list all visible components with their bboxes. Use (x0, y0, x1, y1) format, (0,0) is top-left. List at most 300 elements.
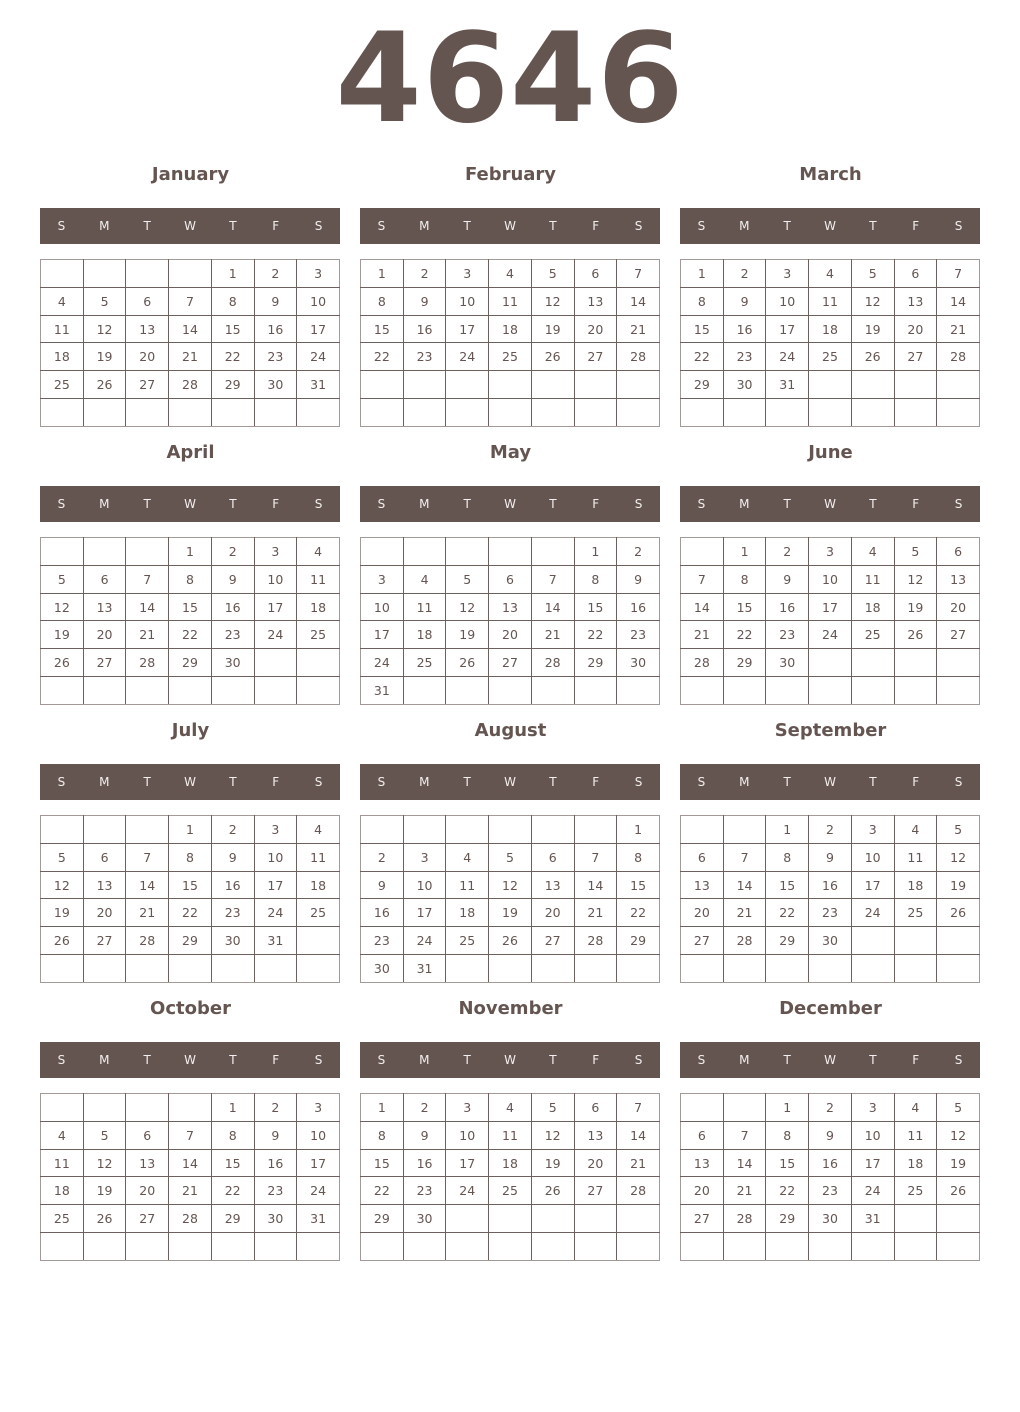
week-row (41, 816, 340, 844)
day-cell: 7 (617, 260, 660, 288)
day-cell: 18 (809, 315, 852, 343)
month-name: October (150, 998, 231, 1019)
day-cell: 11 (41, 315, 84, 343)
day-cell: 2 (403, 260, 446, 288)
day-cell: 29 (169, 649, 212, 677)
weekday-label: T (549, 775, 557, 789)
day-cell: 28 (574, 927, 617, 955)
day-cell: 14 (126, 871, 169, 899)
day-cell: 13 (894, 287, 937, 315)
day-cell (169, 399, 212, 427)
day-cell: 20 (574, 315, 617, 343)
day-cell: 29 (574, 649, 617, 677)
week-row (681, 287, 980, 315)
day-cell: 10 (297, 1121, 340, 1149)
weekday-label: S (954, 1053, 963, 1067)
weekday-label: T (463, 1053, 471, 1067)
day-cell (41, 955, 84, 983)
week-row (361, 1205, 660, 1233)
weekday-label: S (57, 775, 66, 789)
weekday-label: W (504, 497, 516, 511)
day-cell: 21 (937, 315, 980, 343)
weekday-label: M (419, 1053, 430, 1067)
week-row (361, 1121, 660, 1149)
day-cell: 26 (446, 649, 489, 677)
day-cell (851, 677, 894, 705)
day-cell (446, 1233, 489, 1261)
weekday-label: T (143, 775, 151, 789)
weekday-label: F (912, 497, 920, 511)
week-row (681, 955, 980, 983)
day-cell: 6 (894, 260, 937, 288)
day-cell: 18 (851, 593, 894, 621)
day-cell: 17 (446, 1149, 489, 1177)
week-row (681, 565, 980, 593)
week-row (41, 260, 340, 288)
week-row (41, 371, 340, 399)
week-row (41, 843, 340, 871)
week-row (681, 1121, 980, 1149)
day-cell: 6 (681, 843, 724, 871)
day-cell: 18 (894, 871, 937, 899)
day-cell (531, 677, 574, 705)
day-cell (403, 816, 446, 844)
day-cell: 9 (254, 1121, 297, 1149)
weekday-label: F (912, 219, 920, 233)
day-grid (360, 815, 660, 983)
week-row (41, 1149, 340, 1177)
day-cell: 16 (723, 315, 766, 343)
week-row (361, 538, 660, 566)
weekday-label: F (272, 219, 280, 233)
day-cell: 20 (937, 593, 980, 621)
day-cell (83, 538, 126, 566)
day-cell: 19 (446, 621, 489, 649)
weekday-header (40, 208, 340, 244)
day-cell: 27 (894, 343, 937, 371)
day-cell (403, 371, 446, 399)
day-cell: 19 (937, 1149, 980, 1177)
day-cell (403, 677, 446, 705)
day-cell: 1 (361, 1094, 404, 1122)
day-cell: 22 (723, 621, 766, 649)
day-cell: 5 (41, 843, 84, 871)
day-cell: 11 (41, 1149, 84, 1177)
day-cell: 22 (211, 1177, 254, 1205)
day-cell (403, 538, 446, 566)
day-cell: 29 (617, 927, 660, 955)
week-row (361, 871, 660, 899)
day-cell (894, 371, 937, 399)
day-cell: 25 (809, 343, 852, 371)
day-cell (489, 955, 532, 983)
day-cell (681, 1094, 724, 1122)
day-cell: 6 (681, 1121, 724, 1149)
weekday-label: T (463, 775, 471, 789)
day-cell: 5 (41, 565, 84, 593)
day-cell: 16 (361, 899, 404, 927)
day-cell: 25 (851, 621, 894, 649)
weekday-label: W (824, 497, 836, 511)
day-cell (297, 677, 340, 705)
day-cell (809, 371, 852, 399)
day-cell: 27 (681, 927, 724, 955)
day-cell: 1 (681, 260, 724, 288)
day-cell (489, 399, 532, 427)
day-cell: 30 (254, 371, 297, 399)
weekday-label: S (314, 1053, 323, 1067)
day-cell: 2 (211, 816, 254, 844)
day-cell (851, 649, 894, 677)
day-cell: 10 (297, 287, 340, 315)
weekday-label: W (504, 219, 516, 233)
day-cell (41, 677, 84, 705)
day-cell: 8 (211, 1121, 254, 1149)
week-row (681, 927, 980, 955)
day-cell: 29 (211, 371, 254, 399)
day-cell (403, 399, 446, 427)
day-cell: 31 (766, 371, 809, 399)
day-cell: 4 (41, 287, 84, 315)
week-row (681, 1177, 980, 1205)
day-cell: 16 (809, 871, 852, 899)
week-row (681, 260, 980, 288)
weekday-header (680, 208, 980, 244)
week-row (681, 1094, 980, 1122)
day-cell: 3 (361, 565, 404, 593)
day-cell (361, 538, 404, 566)
week-row (361, 315, 660, 343)
day-cell: 17 (254, 871, 297, 899)
day-cell (937, 1205, 980, 1233)
month-name: February (464, 164, 557, 185)
day-cell: 5 (83, 287, 126, 315)
day-cell: 27 (126, 371, 169, 399)
week-row (681, 843, 980, 871)
week-row (41, 621, 340, 649)
day-cell: 8 (574, 565, 617, 593)
day-cell: 26 (937, 1177, 980, 1205)
day-cell (809, 649, 852, 677)
weekday-label: M (739, 775, 750, 789)
day-cell (894, 677, 937, 705)
day-cell: 16 (403, 1149, 446, 1177)
day-cell: 13 (83, 871, 126, 899)
weekday-label: T (869, 497, 877, 511)
day-cell: 9 (403, 287, 446, 315)
day-cell: 7 (937, 260, 980, 288)
weekday-label: S (314, 219, 323, 233)
weekday-label: F (912, 1053, 920, 1067)
day-cell: 5 (894, 538, 937, 566)
day-cell: 10 (809, 565, 852, 593)
week-row (681, 1205, 980, 1233)
day-cell: 6 (574, 260, 617, 288)
day-cell (723, 399, 766, 427)
day-cell (41, 1094, 84, 1122)
day-cell: 3 (766, 260, 809, 288)
day-cell: 4 (894, 1094, 937, 1122)
day-cell: 18 (41, 1177, 84, 1205)
day-cell: 6 (83, 843, 126, 871)
day-cell (766, 677, 809, 705)
day-grid (40, 815, 340, 983)
day-cell: 8 (169, 843, 212, 871)
day-cell: 25 (489, 1177, 532, 1205)
day-cell: 9 (361, 871, 404, 899)
day-cell: 30 (361, 955, 404, 983)
day-grid (680, 815, 980, 983)
day-cell: 16 (403, 315, 446, 343)
day-cell (446, 399, 489, 427)
day-cell (617, 955, 660, 983)
day-cell (617, 677, 660, 705)
day-cell: 9 (254, 287, 297, 315)
weekday-label: M (99, 497, 110, 511)
day-cell: 4 (446, 843, 489, 871)
day-cell (531, 816, 574, 844)
day-cell (894, 927, 937, 955)
day-cell: 15 (169, 593, 212, 621)
weekday-label: T (143, 497, 151, 511)
day-cell: 24 (254, 899, 297, 927)
day-cell: 11 (446, 871, 489, 899)
day-cell: 18 (489, 1149, 532, 1177)
day-cell (211, 955, 254, 983)
day-cell: 1 (211, 260, 254, 288)
day-cell: 19 (83, 1177, 126, 1205)
day-cell: 12 (41, 593, 84, 621)
day-cell: 20 (489, 621, 532, 649)
week-row (361, 649, 660, 677)
day-grid (40, 259, 340, 427)
week-row (41, 927, 340, 955)
day-cell: 15 (211, 1149, 254, 1177)
day-cell (681, 399, 724, 427)
day-cell: 23 (723, 343, 766, 371)
day-cell: 30 (211, 927, 254, 955)
day-cell: 10 (766, 287, 809, 315)
day-cell: 12 (851, 287, 894, 315)
day-cell (489, 1233, 532, 1261)
day-cell: 3 (809, 538, 852, 566)
day-cell: 26 (531, 1177, 574, 1205)
day-cell: 1 (361, 260, 404, 288)
day-cell (681, 955, 724, 983)
day-cell (297, 1233, 340, 1261)
day-cell: 28 (681, 649, 724, 677)
weekday-header (360, 764, 660, 800)
day-cell: 28 (531, 649, 574, 677)
day-cell (169, 677, 212, 705)
day-cell: 2 (211, 538, 254, 566)
day-cell (617, 1233, 660, 1261)
day-cell: 8 (617, 843, 660, 871)
day-cell: 24 (297, 1177, 340, 1205)
day-cell (211, 399, 254, 427)
day-cell: 15 (211, 315, 254, 343)
day-cell: 20 (83, 621, 126, 649)
day-cell: 17 (403, 899, 446, 927)
day-cell (297, 955, 340, 983)
day-cell: 31 (297, 371, 340, 399)
weekday-label: T (549, 1053, 557, 1067)
day-cell: 23 (254, 343, 297, 371)
week-row (41, 677, 340, 705)
day-cell (574, 371, 617, 399)
week-row (41, 871, 340, 899)
weekday-label: M (739, 497, 750, 511)
week-row (41, 565, 340, 593)
day-cell: 24 (851, 1177, 894, 1205)
month-name: November (458, 998, 563, 1019)
week-row (681, 315, 980, 343)
week-row (681, 371, 980, 399)
day-cell (83, 955, 126, 983)
weekday-header (360, 486, 660, 522)
week-row (41, 649, 340, 677)
weekday-label: M (99, 775, 110, 789)
day-cell: 5 (531, 260, 574, 288)
day-cell (254, 955, 297, 983)
month-name: May (489, 442, 532, 463)
weekday-header (680, 764, 980, 800)
day-cell: 2 (254, 1094, 297, 1122)
day-cell: 9 (617, 565, 660, 593)
day-cell: 21 (723, 1177, 766, 1205)
weekday-label: M (419, 219, 430, 233)
day-cell: 5 (937, 816, 980, 844)
day-cell: 25 (297, 621, 340, 649)
day-cell (531, 399, 574, 427)
day-cell (723, 677, 766, 705)
day-cell: 26 (83, 371, 126, 399)
day-cell (531, 371, 574, 399)
day-grid (360, 1093, 660, 1261)
day-cell: 27 (489, 649, 532, 677)
day-cell: 12 (83, 1149, 126, 1177)
day-cell: 14 (937, 287, 980, 315)
weekday-label: S (634, 775, 643, 789)
day-cell (851, 927, 894, 955)
day-cell: 7 (574, 843, 617, 871)
weekday-label: M (739, 1053, 750, 1067)
day-cell: 19 (489, 899, 532, 927)
day-cell: 25 (41, 371, 84, 399)
weekday-label: T (229, 775, 237, 789)
day-cell: 27 (937, 621, 980, 649)
month-name: April (166, 442, 215, 463)
day-cell: 26 (937, 899, 980, 927)
day-cell: 5 (937, 1094, 980, 1122)
weekday-label: W (184, 1053, 196, 1067)
day-cell: 22 (361, 343, 404, 371)
day-cell (809, 1233, 852, 1261)
day-cell: 29 (766, 1205, 809, 1233)
day-cell: 14 (169, 1149, 212, 1177)
day-cell (41, 399, 84, 427)
day-cell: 21 (126, 899, 169, 927)
day-cell: 25 (403, 649, 446, 677)
day-cell: 28 (723, 927, 766, 955)
day-cell: 7 (126, 565, 169, 593)
day-cell: 5 (489, 843, 532, 871)
day-cell: 30 (617, 649, 660, 677)
day-cell: 2 (617, 538, 660, 566)
day-cell (809, 955, 852, 983)
day-cell (446, 1205, 489, 1233)
day-cell: 8 (723, 565, 766, 593)
week-row (361, 371, 660, 399)
day-cell: 10 (403, 871, 446, 899)
day-cell: 20 (574, 1149, 617, 1177)
day-cell: 12 (531, 287, 574, 315)
day-cell: 2 (766, 538, 809, 566)
day-cell: 3 (446, 260, 489, 288)
day-cell: 19 (937, 871, 980, 899)
day-cell: 23 (211, 621, 254, 649)
day-cell: 13 (574, 287, 617, 315)
day-cell (894, 649, 937, 677)
day-cell: 12 (894, 565, 937, 593)
day-cell: 31 (297, 1205, 340, 1233)
day-cell: 10 (446, 287, 489, 315)
day-cell: 8 (681, 287, 724, 315)
day-cell (681, 538, 724, 566)
month-name: March (799, 164, 862, 185)
day-cell: 23 (809, 899, 852, 927)
day-cell (446, 677, 489, 705)
day-cell: 27 (83, 927, 126, 955)
day-cell (937, 927, 980, 955)
week-row (361, 1233, 660, 1261)
day-cell: 17 (766, 315, 809, 343)
day-cell: 1 (723, 538, 766, 566)
weekday-label: W (504, 775, 516, 789)
day-cell: 13 (681, 1149, 724, 1177)
day-cell: 8 (169, 565, 212, 593)
day-cell: 23 (403, 1177, 446, 1205)
weekday-label: S (634, 1053, 643, 1067)
day-cell: 28 (126, 927, 169, 955)
day-cell (894, 399, 937, 427)
week-row (681, 399, 980, 427)
day-cell: 18 (446, 899, 489, 927)
day-cell: 31 (403, 955, 446, 983)
day-cell (851, 399, 894, 427)
day-cell: 15 (681, 315, 724, 343)
day-cell (766, 955, 809, 983)
day-cell: 14 (126, 593, 169, 621)
week-row (681, 816, 980, 844)
day-cell: 1 (169, 538, 212, 566)
day-cell: 1 (574, 538, 617, 566)
weekday-label: T (549, 497, 557, 511)
day-cell: 27 (574, 343, 617, 371)
week-row (361, 621, 660, 649)
week-row (361, 843, 660, 871)
week-row (361, 565, 660, 593)
day-cell (851, 955, 894, 983)
day-cell (574, 399, 617, 427)
weekday-label: S (954, 497, 963, 511)
day-cell: 24 (851, 899, 894, 927)
year-title: 4646 (335, 7, 685, 151)
day-cell (617, 1205, 660, 1233)
day-cell: 13 (937, 565, 980, 593)
week-row (361, 287, 660, 315)
week-row (681, 343, 980, 371)
